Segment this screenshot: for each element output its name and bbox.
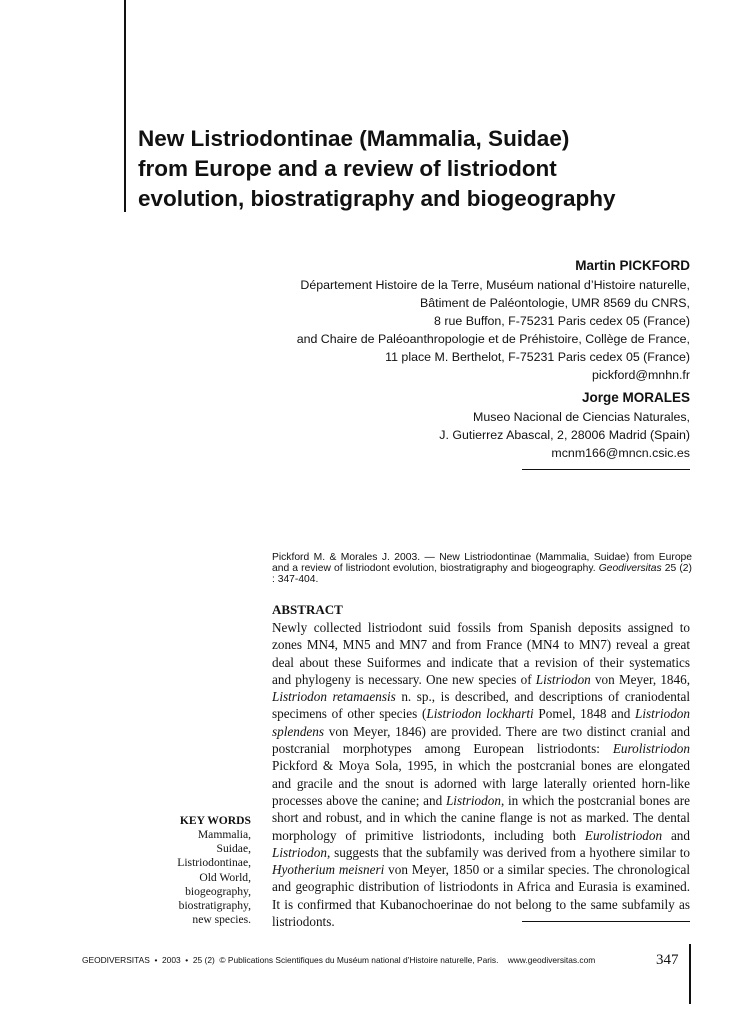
abstract-text-run: n. sp., is described, and descriptions of craniodental — [395, 689, 690, 705]
abstract-heading: ABSTRACT — [272, 602, 343, 617]
abstract-italic-run: Listriodon — [445, 792, 501, 808]
keywords-list — [150, 828, 251, 927]
abstract-line — [272, 654, 690, 671]
citation-text: Pickford M. & Morales J. 2003. — New Listriodontinae (Mammalia, Suidae) from Europe and a review of listriodont evolution, biostratigraphy and biogeography. — [272, 552, 692, 574]
keyword: Mammalia, — [197, 828, 251, 841]
abstract-text-run: specimens of other species ( — [272, 706, 427, 722]
page-footer: GEODIVERSITAS • 2003 • 25 (2) © Publications Scientifiques du Muséum national d’Histoire naturelle, Paris. www.geodiversitas.com — [82, 955, 596, 965]
title-line: New Listriodontinae (Mammalia, Suidae) — [138, 126, 570, 151]
abstract-body — [272, 619, 690, 930]
article-title — [138, 124, 698, 214]
abstract-text-run: processes above the canine; and — [272, 792, 446, 808]
title-line: from Europe and a review of listriodont — [138, 156, 557, 181]
author-email[interactable]: pickford@mnhn.fr — [592, 368, 690, 382]
author-email[interactable]: mcnm166@mncn.csic.es — [551, 446, 690, 460]
author-name: Jorge MORALES — [581, 390, 690, 405]
abstract-text-run: zones MN4, MN5 and MN7 and from France (MN4 to MN7) reveal a great — [272, 637, 690, 653]
abstract-italic-run: Hyotherium meisneri — [272, 862, 385, 878]
keyword: new species. — [192, 913, 251, 927]
abstract-line — [272, 757, 690, 774]
abstract-line — [272, 705, 690, 722]
abstract-line — [272, 809, 690, 826]
keyword: Suidae, — [216, 842, 251, 856]
abstract-text-run: It is confirmed that Kubanochoerinae do not belong to the same subfamily as — [272, 896, 690, 912]
abstract-italic-run: Listriodon — [635, 706, 690, 722]
abstract-text-run: and gracile and the snout is adorned with large laterally oriented horn-like — [272, 775, 690, 791]
abstract-italic-run: Listriodon — [272, 844, 327, 860]
title-vertical-rule — [124, 0, 126, 212]
abstract-line — [272, 827, 690, 844]
page-number-vertical-rule — [689, 944, 691, 1004]
affiliation-line: 11 place M. Berthelot, F-75231 Paris cedex 05 (France) — [385, 350, 690, 364]
abstract-text-run: postcranial morphotypes among European listriodonts: — [272, 741, 613, 757]
author-block-morales — [439, 388, 690, 462]
keywords-heading: KEY WORDS — [179, 814, 251, 827]
author-block-pickford — [297, 256, 690, 384]
abstract-italic-run: Eurolistriodon — [584, 827, 663, 843]
abstract-italic-run: Listriodon — [535, 671, 591, 687]
abstract-divider — [522, 921, 690, 922]
keyword: Listriodontinae, — [177, 856, 251, 870]
keyword: Old World, — [199, 870, 251, 884]
abstract-text-run: and phylogeny is necessary. One new species of — [272, 671, 536, 687]
abstract-text-run: Pomel, 1848 and — [533, 706, 636, 722]
abstract-text-run: and — [662, 827, 690, 843]
citation — [272, 552, 692, 585]
abstract-text-run: , in which the postcranial bones are — [500, 792, 691, 808]
abstract-text-run: von Meyer, 1846) are provided. There are two distinct cranial and — [324, 723, 690, 739]
abstract-line — [272, 775, 690, 792]
abstract-line — [272, 861, 690, 878]
affiliation-line: Département Histoire de la Terre, Muséum national d’Histoire naturelle, — [300, 278, 690, 292]
abstract-text-run: deal about these Suiformes and indicate that a revision of their systematics — [272, 654, 690, 670]
affiliation-line: 8 rue Buffon, F-75231 Paris cedex 05 (France) — [434, 314, 690, 328]
abstract-line — [272, 878, 690, 895]
title-line: evolution, biostratigraphy and biogeography — [138, 186, 616, 211]
abstract-italic-run: splendens — [272, 723, 325, 739]
abstract-text-run: von Meyer, 1850 or a similar species. The chronological — [384, 862, 690, 878]
abstract-text-run: and geographic distribution of listriodonts in Africa and Eurasia is examined. — [272, 879, 690, 895]
affiliation-line: Museo Nacional de Ciencias Naturales, — [473, 410, 690, 424]
abstract-line — [272, 688, 690, 705]
keyword: biogeography, — [185, 884, 251, 898]
abstract-text-run: , suggests that the subfamily was derived from a hyothere similar to — [326, 844, 690, 860]
affiliation-line: and Chaire de Paléoanthropologie et de Préhistoire, Collège de France, — [296, 332, 690, 346]
abstract-text-run: von Meyer, 1846, — [590, 671, 690, 687]
author-divider — [522, 469, 690, 470]
abstract-italic-run: Listriodon retamaensis — [272, 689, 396, 705]
abstract-italic-run: Eurolistriodon — [612, 741, 690, 757]
abstract-line — [272, 844, 690, 861]
abstract-line — [272, 636, 690, 653]
author-name: Martin PICKFORD — [575, 258, 690, 273]
page-number: 347 — [656, 952, 679, 968]
abstract-line — [272, 671, 690, 688]
abstract-text-run: listriodonts. — [272, 914, 335, 930]
abstract-line — [272, 792, 690, 809]
affiliation-line: J. Gutierrez Abascal, 2, 28006 Madrid (Spain) — [439, 428, 690, 442]
abstract-line — [272, 723, 690, 740]
keyword: biostratigraphy, — [178, 899, 251, 913]
abstract-line — [272, 619, 690, 636]
abstract-text-run: Newly collected listriodont suid fossils from Spanish deposits assigned to — [272, 620, 690, 635]
abstract-text-run: morphology of primitive listriodonts, including both — [272, 827, 585, 843]
citation-volume: 25 (2) : 347-404. — [272, 563, 692, 585]
abstract-line — [272, 896, 690, 913]
abstract-italic-run: Listriodon lockharti — [426, 706, 534, 722]
affiliation-line: Bâtiment de Paléontologie, UMR 8569 du CNRS, — [420, 296, 690, 310]
citation-journal: Geodiversitas — [598, 563, 662, 574]
abstract-line — [272, 740, 690, 757]
abstract-text-run: short and robust, and in which the canine flange is not as marked. The dental — [272, 810, 690, 826]
abstract-text-run: Pickford & Moya Sola, 1995, in which the postcranial bones are elongated — [272, 758, 690, 774]
